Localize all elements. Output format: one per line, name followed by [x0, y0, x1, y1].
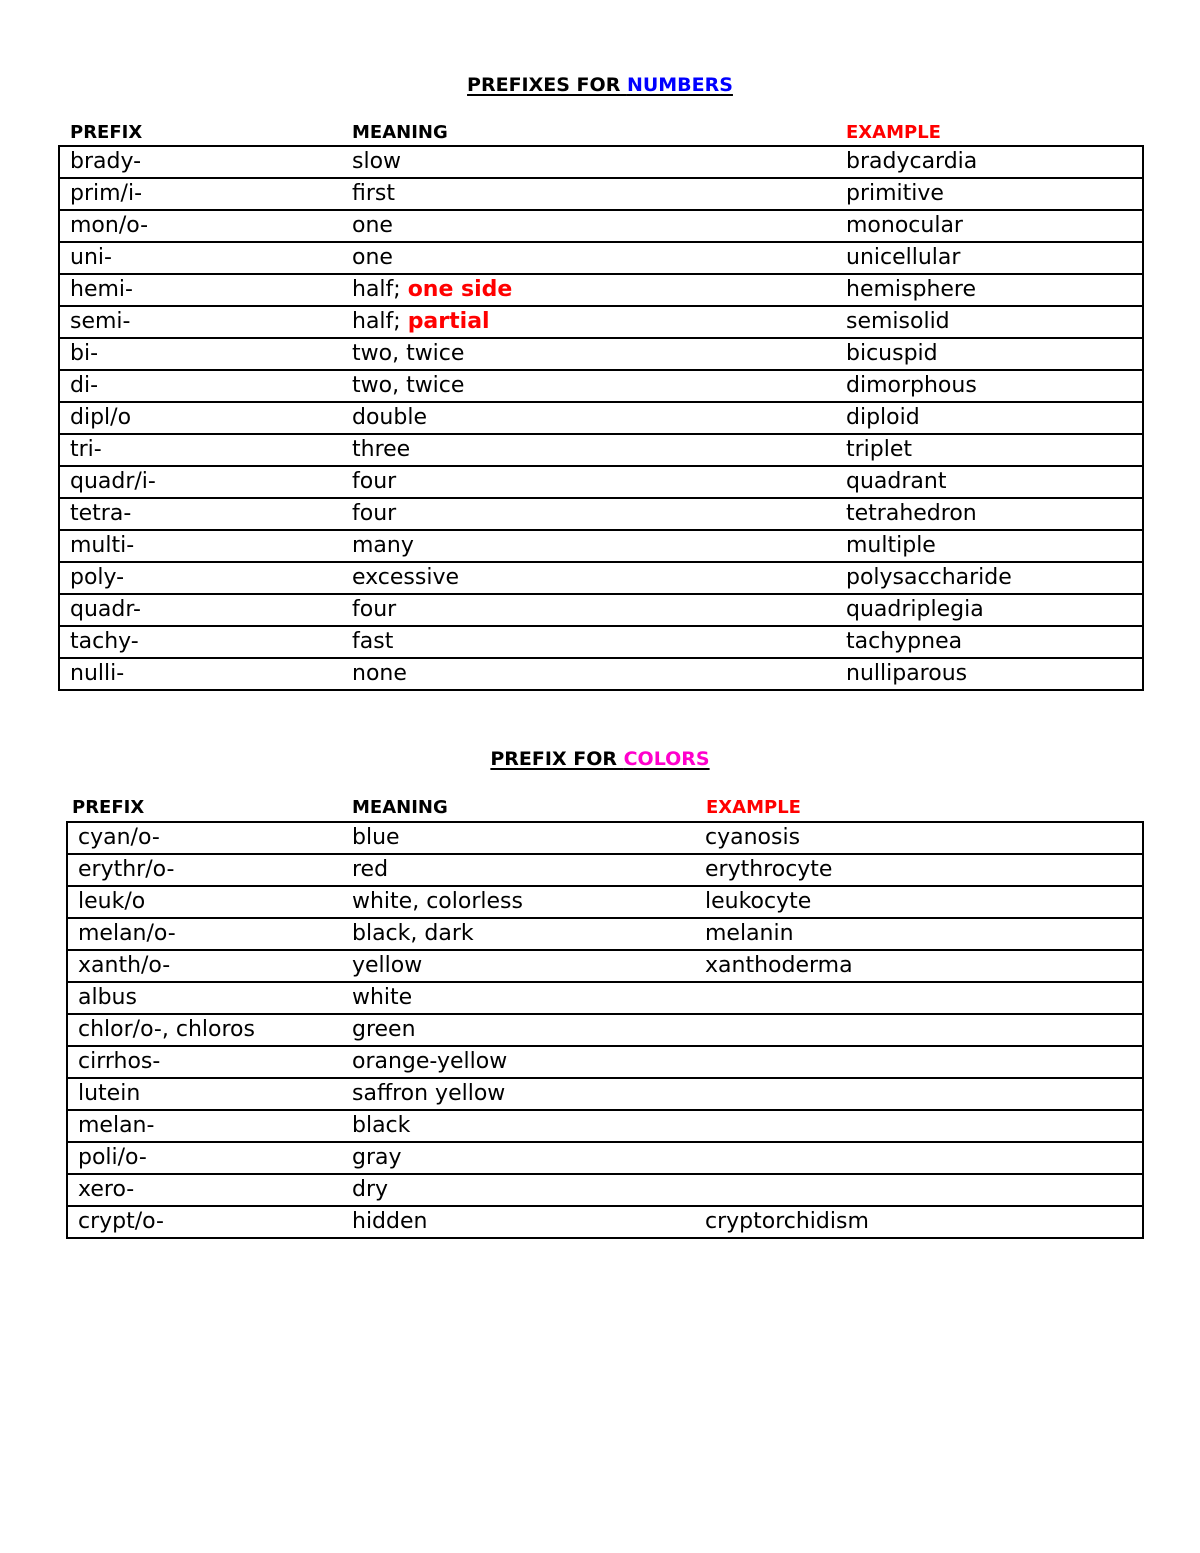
example-cell: quadriplegia: [836, 594, 1143, 626]
meaning-cell: [342, 178, 836, 210]
table-row: [59, 146, 1143, 178]
table-row: [59, 530, 1143, 562]
meaning-emphasis: partial: [407, 309, 490, 334]
numbers-header-prefix: PREFIX: [70, 122, 143, 143]
prefix-cell: tri-: [59, 434, 342, 466]
meaning-cell: saffron yellow: [342, 1078, 695, 1110]
meaning-cell: blue: [342, 822, 695, 854]
table-row: [67, 1078, 1143, 1110]
prefix-cell: crypt/o-: [67, 1206, 342, 1238]
meaning-cell: [342, 274, 836, 306]
meaning-text: four: [352, 469, 397, 494]
prefix-cell: poly-: [59, 562, 342, 594]
meaning-cell: [342, 626, 836, 658]
example-cell: [695, 1046, 1143, 1078]
prefix-cell: quadr-: [59, 594, 342, 626]
numbers-header-example: EXAMPLE: [846, 122, 941, 143]
meaning-cell: dry: [342, 1174, 695, 1206]
table-row: [59, 594, 1143, 626]
meaning-text: three: [352, 437, 411, 462]
example-cell: semisolid: [836, 306, 1143, 338]
meaning-cell: red: [342, 854, 695, 886]
prefix-cell: melan-: [67, 1110, 342, 1142]
meaning-text: excessive: [352, 565, 460, 590]
meaning-cell: green: [342, 1014, 695, 1046]
numbers-table-body: [59, 146, 1143, 690]
table-row: [59, 626, 1143, 658]
meaning-text: double: [352, 405, 427, 430]
example-cell: cryptorchidism: [695, 1206, 1143, 1238]
meaning-emphasis: one side: [407, 277, 513, 302]
example-cell: dimorphous: [836, 370, 1143, 402]
colors-prefix-table: [66, 821, 1144, 1239]
colors-header-prefix: PREFIX: [72, 797, 145, 818]
example-cell: monocular: [836, 210, 1143, 242]
prefix-cell: dipl/o: [59, 402, 342, 434]
table-row: [59, 178, 1143, 210]
meaning-text: none: [352, 661, 407, 686]
example-cell: melanin: [695, 918, 1143, 950]
prefix-cell: uni-: [59, 242, 342, 274]
table-row: [59, 466, 1143, 498]
meaning-cell: black: [342, 1110, 695, 1142]
colors-header-meaning: MEANING: [352, 797, 448, 818]
example-cell: [695, 1174, 1143, 1206]
numbers-prefix-table: [58, 145, 1144, 691]
prefix-cell: leuk/o: [67, 886, 342, 918]
example-cell: nulliparous: [836, 658, 1143, 690]
table-row: [67, 982, 1143, 1014]
prefix-cell: hemi-: [59, 274, 342, 306]
example-cell: quadrant: [836, 466, 1143, 498]
prefix-cell: xanth/o-: [67, 950, 342, 982]
table-row: [59, 370, 1143, 402]
meaning-cell: [342, 466, 836, 498]
meaning-text: half;: [352, 277, 408, 302]
meaning-cell: orange-yellow: [342, 1046, 695, 1078]
meaning-cell: [342, 402, 836, 434]
numbers-title-prefix: PREFIXES FOR: [467, 74, 627, 96]
meaning-cell: [342, 338, 836, 370]
prefix-cell: chlor/o-, chloros: [67, 1014, 342, 1046]
meaning-cell: [342, 498, 836, 530]
meaning-cell: black, dark: [342, 918, 695, 950]
example-cell: tachypnea: [836, 626, 1143, 658]
example-cell: erythrocyte: [695, 854, 1143, 886]
meaning-cell: [342, 562, 836, 594]
table-row: [67, 918, 1143, 950]
table-row: [59, 402, 1143, 434]
example-cell: multiple: [836, 530, 1143, 562]
meaning-text: first: [352, 181, 395, 206]
meaning-text: two, twice: [352, 341, 465, 366]
meaning-cell: [342, 146, 836, 178]
table-row: [59, 306, 1143, 338]
numbers-section-title: [0, 74, 1200, 96]
prefix-cell: tetra-: [59, 498, 342, 530]
meaning-cell: [342, 658, 836, 690]
example-cell: [695, 1014, 1143, 1046]
prefix-cell: cirrhos-: [67, 1046, 342, 1078]
numbers-title-accent: NUMBERS: [626, 74, 733, 96]
example-cell: leukocyte: [695, 886, 1143, 918]
example-cell: bradycardia: [836, 146, 1143, 178]
prefix-cell: multi-: [59, 530, 342, 562]
meaning-cell: [342, 210, 836, 242]
prefix-cell: di-: [59, 370, 342, 402]
prefix-cell: prim/i-: [59, 178, 342, 210]
table-row: [67, 1046, 1143, 1078]
table-row: [67, 1110, 1143, 1142]
example-cell: tetrahedron: [836, 498, 1143, 530]
meaning-text: two, twice: [352, 373, 465, 398]
prefix-cell: nulli-: [59, 658, 342, 690]
table-row: [59, 210, 1143, 242]
example-cell: bicuspid: [836, 338, 1143, 370]
example-cell: diploid: [836, 402, 1143, 434]
prefix-cell: cyan/o-: [67, 822, 342, 854]
meaning-cell: white: [342, 982, 695, 1014]
meaning-text: four: [352, 501, 397, 526]
example-cell: xanthoderma: [695, 950, 1143, 982]
meaning-cell: hidden: [342, 1206, 695, 1238]
numbers-header-meaning: MEANING: [352, 122, 448, 143]
table-row: [59, 658, 1143, 690]
meaning-text: four: [352, 597, 397, 622]
colors-title-prefix: PREFIX FOR: [490, 748, 624, 770]
colors-section-title: [0, 748, 1200, 770]
meaning-cell: white, colorless: [342, 886, 695, 918]
meaning-cell: [342, 306, 836, 338]
table-row: [67, 950, 1143, 982]
table-row: [67, 1174, 1143, 1206]
example-cell: triplet: [836, 434, 1143, 466]
meaning-cell: gray: [342, 1142, 695, 1174]
meaning-cell: yellow: [342, 950, 695, 982]
meaning-cell: [342, 530, 836, 562]
colors-table-body: [67, 822, 1143, 1238]
table-row: [59, 498, 1143, 530]
example-cell: polysaccharide: [836, 562, 1143, 594]
table-row: [67, 822, 1143, 854]
meaning-text: slow: [352, 149, 402, 174]
prefix-cell: quadr/i-: [59, 466, 342, 498]
example-cell: cyanosis: [695, 822, 1143, 854]
table-row: [67, 854, 1143, 886]
prefix-cell: poli/o-: [67, 1142, 342, 1174]
meaning-cell: [342, 242, 836, 274]
table-row: [67, 1142, 1143, 1174]
table-row: [59, 562, 1143, 594]
meaning-cell: [342, 594, 836, 626]
example-cell: [695, 1142, 1143, 1174]
prefix-cell: melan/o-: [67, 918, 342, 950]
colors-title-accent: COLORS: [623, 748, 710, 770]
prefix-cell: brady-: [59, 146, 342, 178]
prefix-cell: tachy-: [59, 626, 342, 658]
table-row: [67, 886, 1143, 918]
table-row: [59, 338, 1143, 370]
meaning-cell: [342, 434, 836, 466]
example-cell: [695, 982, 1143, 1014]
table-row: [59, 434, 1143, 466]
meaning-text: many: [352, 533, 414, 558]
prefix-cell: mon/o-: [59, 210, 342, 242]
table-row: [59, 274, 1143, 306]
example-cell: [695, 1110, 1143, 1142]
example-cell: [695, 1078, 1143, 1110]
table-row: [59, 242, 1143, 274]
table-row: [67, 1206, 1143, 1238]
table-row: [67, 1014, 1143, 1046]
example-cell: primitive: [836, 178, 1143, 210]
meaning-cell: [342, 370, 836, 402]
colors-header-example: EXAMPLE: [706, 797, 801, 818]
meaning-text: fast: [352, 629, 394, 654]
meaning-text: half;: [352, 309, 408, 334]
prefix-cell: erythr/o-: [67, 854, 342, 886]
meaning-text: one: [352, 245, 393, 270]
example-cell: unicellular: [836, 242, 1143, 274]
prefix-cell: semi-: [59, 306, 342, 338]
meaning-text: one: [352, 213, 393, 238]
prefix-cell: xero-: [67, 1174, 342, 1206]
prefix-cell: bi-: [59, 338, 342, 370]
example-cell: hemisphere: [836, 274, 1143, 306]
prefix-cell: lutein: [67, 1078, 342, 1110]
prefix-cell: albus: [67, 982, 342, 1014]
